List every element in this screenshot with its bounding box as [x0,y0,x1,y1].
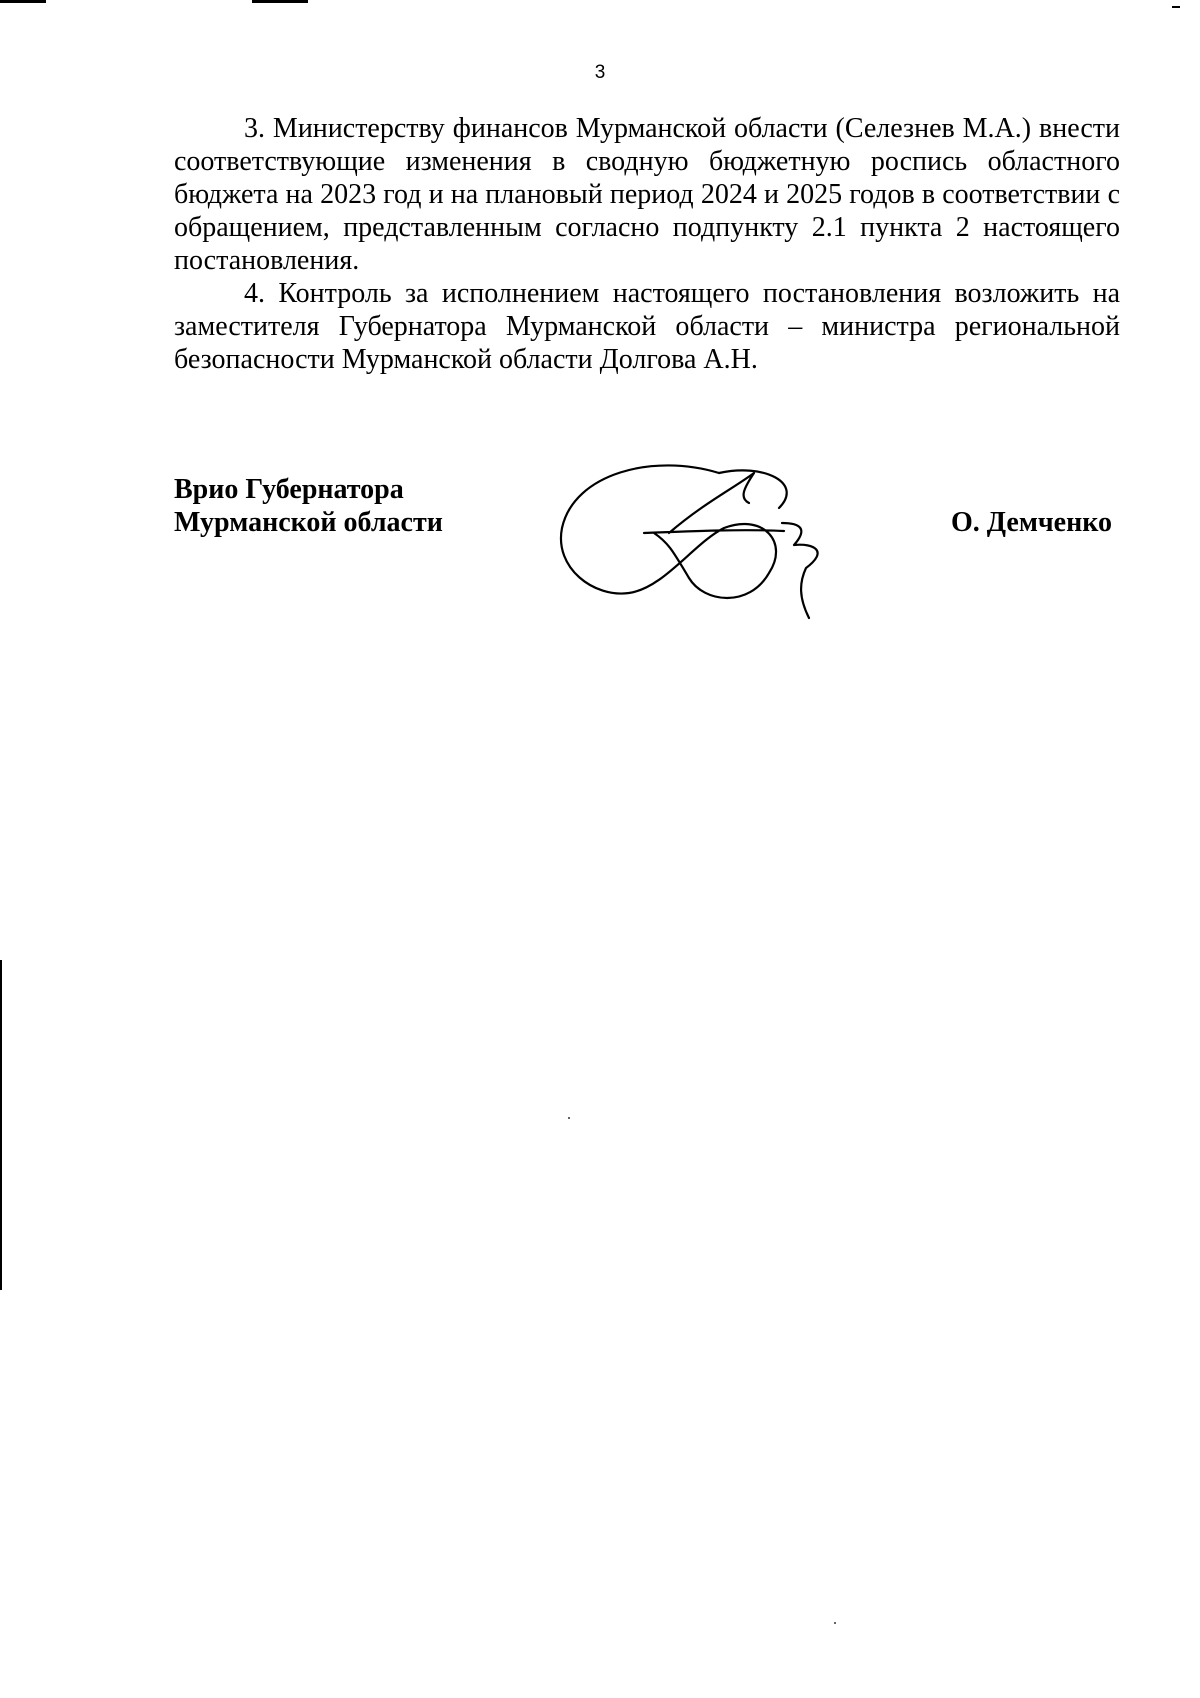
signer-position [174,473,443,539]
position-line-1: Врио Губернатора [174,474,404,505]
paragraph-4: 4. Контроль за исполнением настоящего постановления возложить на заместителя Губернатора Мурманской области – министра региональной безопасности Мурманской области Долгова А.Н. [174,278,1120,375]
document-body [174,112,1120,376]
paragraph-3: 3. Министерству финансов Мурманской области (Селезнев М.А.) внести соответствующие изменения в сводную бюджетную роспись областного бюджета на 2023 год и на плановый период 2024 и 2025 годов в соответствии с обращением, представленным согласно подпункту 2.1 пункта 2 настоящего постановления. [174,113,1120,276]
page-number: 3 [594,62,606,83]
handwritten-signature [544,433,864,633]
scan-artifact-top-right [1172,6,1180,8]
scan-artifact-top-center [252,0,308,3]
scan-artifact-left-edge [0,960,2,1290]
signature-block [174,473,1120,613]
scan-speck [834,1622,836,1624]
scan-artifact-top-left [0,0,46,3]
position-line-2: Мурманской области [174,507,443,538]
scan-speck [568,1117,570,1119]
signer-name: О. Демченко [951,507,1112,538]
